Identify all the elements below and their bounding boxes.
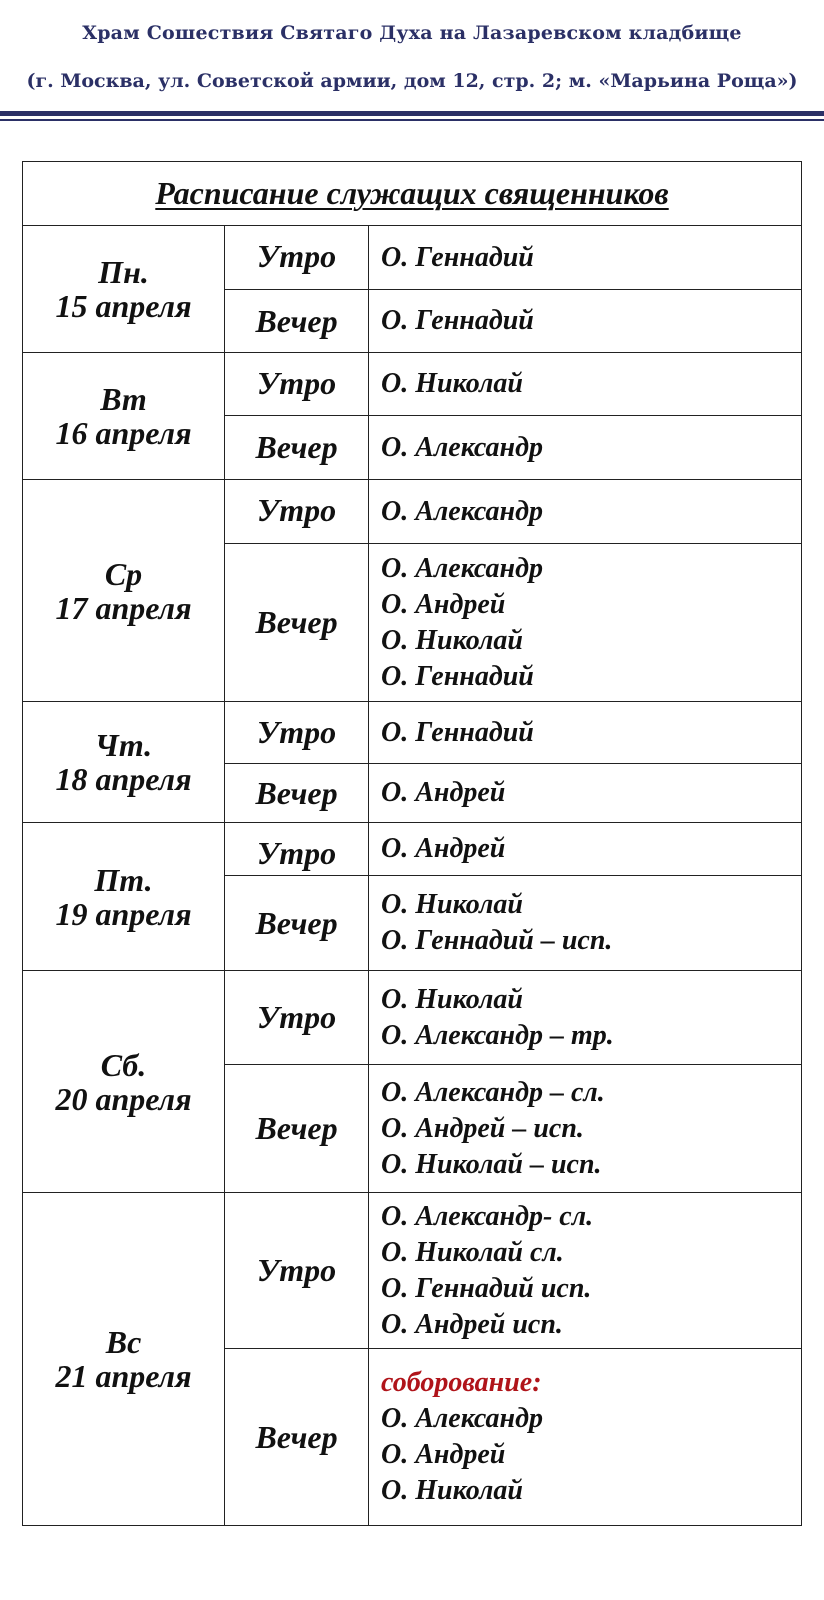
schedule-row: [23, 353, 802, 416]
service-time: Утро: [225, 823, 369, 876]
schedule-row: [23, 971, 802, 1065]
priests-cell: [369, 480, 802, 544]
service-time: Вечер: [225, 1349, 369, 1526]
priest-name: О. Андрей: [381, 1439, 506, 1470]
priest-name: О. Николай: [381, 368, 523, 399]
service-time: Утро: [225, 1193, 369, 1349]
weekday: Вс: [105, 1324, 142, 1360]
priest-name: О. Геннадий: [381, 660, 534, 692]
schedule-title-cell: [23, 162, 802, 226]
weekday: Вт: [100, 381, 147, 417]
header-rule-thick: [0, 111, 824, 116]
priest-name: О. Геннадий: [381, 716, 534, 748]
weekday: Ср: [104, 555, 143, 592]
weekday: Сб.: [100, 1046, 147, 1083]
service-time: Вечер: [225, 1065, 369, 1193]
priest-name: О. Геннадий исп.: [381, 1272, 592, 1304]
priests-cell: [369, 544, 802, 702]
service-time: Вечер: [225, 416, 369, 480]
day-cell: [23, 1193, 225, 1526]
priests-cell: [369, 702, 802, 764]
church-name: Храм Сошествия Святаго Духа на Лазаревском кладбище: [82, 22, 742, 44]
priest-name: О. Николай: [381, 624, 523, 656]
church-address: (г. Москва, ул. Советской армии, дом 12, стр. 2; м. «Марьина Роща»): [26, 70, 798, 92]
schedule-row: [23, 480, 802, 544]
service-note: соборование:: [381, 1367, 542, 1398]
service-time: Вечер: [225, 544, 369, 702]
priest-name: О. Андрей – исп.: [381, 1112, 584, 1144]
priest-name: О. Александр – сл.: [381, 1076, 605, 1108]
weekday: Пн.: [98, 254, 149, 290]
priest-name: О. Андрей: [381, 588, 506, 620]
service-time: Утро: [225, 971, 369, 1065]
priest-name: О. Андрей исп.: [381, 1308, 563, 1340]
service-time: Вечер: [225, 290, 369, 353]
priests-cell: [369, 416, 802, 480]
date: 20 апреля: [55, 1080, 192, 1117]
priest-name: О. Андрей: [381, 777, 506, 808]
priest-name: О. Александр- сл.: [381, 1200, 594, 1232]
priest-name: О. Николай: [381, 983, 523, 1015]
priests-cell: [369, 1065, 802, 1193]
day-cell: [23, 823, 225, 971]
priest-name: О. Андрей: [381, 833, 506, 864]
date: 18 апреля: [55, 761, 192, 797]
service-time: Утро: [225, 226, 369, 290]
priest-name: О. Геннадий: [381, 305, 534, 336]
header-rule-thin: [0, 119, 824, 121]
priest-name: О. Николай: [381, 1475, 523, 1506]
priest-name: О. Николай: [381, 889, 523, 920]
schedule-row: [23, 823, 802, 876]
service-time: Вечер: [225, 876, 369, 971]
day-cell: [23, 702, 225, 823]
priests-cell: [369, 226, 802, 290]
schedule-row: [23, 226, 802, 290]
date: 19 апреля: [55, 895, 192, 932]
schedule-title: Расписание служащих священников: [155, 175, 669, 211]
day-cell: [23, 480, 225, 702]
day-cell: [23, 971, 225, 1193]
priests-cell: [369, 764, 802, 823]
schedule-row: [23, 1193, 802, 1349]
service-time: Утро: [225, 353, 369, 416]
priest-name: О. Александр: [381, 495, 543, 527]
date: 21 апреля: [55, 1358, 192, 1394]
priests-cell: [369, 971, 802, 1065]
priest-name: О. Александр: [381, 1403, 543, 1434]
date: 17 апреля: [55, 589, 192, 626]
priest-name: О. Геннадий – исп.: [381, 925, 613, 956]
schedule-table: [22, 161, 802, 1526]
weekday: Чт.: [94, 727, 153, 763]
priest-name: О. Николай – исп.: [381, 1148, 602, 1180]
schedule-row: [23, 702, 802, 764]
date: 16 апреля: [55, 415, 192, 451]
day-cell: [23, 226, 225, 353]
schedule-title-row: [23, 162, 802, 226]
priests-cell: [369, 1349, 802, 1526]
priest-name: О. Александр: [381, 552, 543, 584]
service-time: Вечер: [225, 764, 369, 823]
service-time: Утро: [225, 702, 369, 764]
day-cell: [23, 353, 225, 480]
date: 15 апреля: [55, 288, 192, 324]
priest-name: О. Александр – тр.: [381, 1019, 614, 1051]
priests-cell: [369, 823, 802, 876]
priests-cell: [369, 290, 802, 353]
priest-name: О. Александр: [381, 431, 543, 463]
priest-name: О. Николай сл.: [381, 1236, 564, 1268]
priests-cell: [369, 1193, 802, 1349]
weekday: Пт.: [94, 861, 153, 898]
priests-cell: [369, 353, 802, 416]
service-time: Утро: [225, 480, 369, 544]
priest-name: О. Геннадий: [381, 241, 534, 273]
priests-cell: [369, 876, 802, 971]
